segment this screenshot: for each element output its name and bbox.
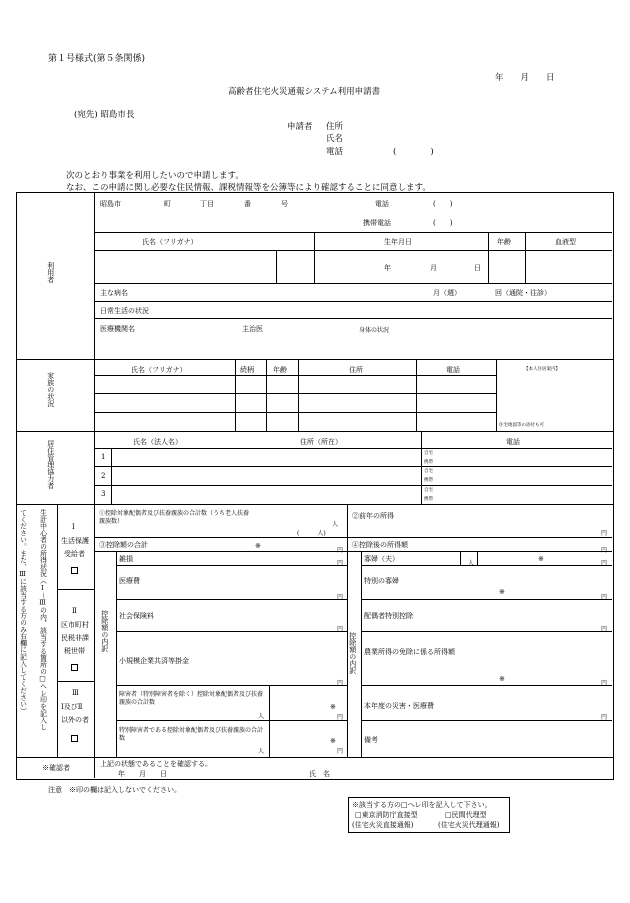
category-3-checkbox[interactable] xyxy=(71,735,78,742)
cooperator-mobile-label: 携帯 xyxy=(424,497,433,502)
category-1-checkbox[interactable] xyxy=(71,567,78,574)
farm-income-exempt-label: 農業所得の免除に係る所得額 xyxy=(364,648,455,656)
option-direct-type[interactable]: □東京消防庁直接型 xyxy=(355,811,418,819)
deduction-breakdown-label-right: 控除額の内訳 xyxy=(348,632,357,674)
spouse-special-label: 配偶者特別控除 xyxy=(364,612,413,620)
cooperator-home-label: 自宅 xyxy=(424,488,433,493)
applicant-phone-parens: ( ) xyxy=(393,147,434,157)
applicant-label: 申請者 xyxy=(287,122,313,132)
user-section-label: 利用者 xyxy=(46,262,55,283)
widow-unit-person: 人 xyxy=(468,560,475,567)
misc-loss-label: 雑損 xyxy=(119,555,133,563)
widow-office-mark: ※ xyxy=(538,555,544,563)
address-go: 号 xyxy=(281,200,288,208)
confirmer-name-label: 氏 名 xyxy=(309,770,330,778)
medical-expense-unit: 円 xyxy=(337,594,344,601)
form-number: 第１号様式(第５条関係) xyxy=(48,54,146,64)
confirmation-text: 上記の状態であることを確認する。 xyxy=(100,760,212,768)
option-direct-subtitle: (住宅火災直接通報) xyxy=(352,821,414,829)
category-3-line-b: 以外の者 xyxy=(61,716,89,724)
cooperator-row-number: 1 xyxy=(101,453,106,461)
special-disabled-deduction-unit: 円 xyxy=(337,748,344,755)
address-town: 町 xyxy=(164,200,171,208)
cooperator-row-number: 2 xyxy=(101,472,106,480)
home-map-title: 【本人住居案内】 xyxy=(524,367,560,372)
address-ban: 番 xyxy=(244,200,251,208)
family-phone-header: 電話 xyxy=(446,366,460,374)
income-instruction-col1: てください。また、Ⅲに該当する方のみ右欄に記入してください） xyxy=(18,509,27,715)
intro-line-1: 次のとおり事業を利用したいので申請します。 xyxy=(66,171,244,181)
cooperator-section-label: 居住管理協力者 xyxy=(46,440,55,489)
service-type-instruction: ※該当する方の□へレ印を記入して下さい。 xyxy=(352,801,492,809)
address-prefix: 昭島市 xyxy=(100,200,121,208)
spouse-special-unit: 円 xyxy=(601,626,608,633)
special-disabled-dependents-label: 特別障害者である控除対象配偶者及び扶養親族の合計数 xyxy=(119,727,264,743)
visit-type-unit: 回（通院・往診） xyxy=(495,289,551,297)
footer-note: 注意 ※印の欄は記入しないでください。 xyxy=(48,786,181,794)
address-chome: 丁目 xyxy=(200,200,214,208)
applicant-phone-label: 電話 xyxy=(326,147,344,157)
disease-label: 主な病名 xyxy=(100,289,128,297)
applicant-address-label: 住所 xyxy=(326,122,344,132)
category-2-line-a: 区市町村 xyxy=(61,621,89,629)
blood-type-header: 血液型 xyxy=(555,238,576,246)
birth-year-unit: 年 xyxy=(384,264,391,272)
disabled-deduction-unit: 円 xyxy=(337,714,344,721)
income-instruction-col2: 生計中心者の所得状況（Ⅰ～Ⅲの内、該当する箇所の□へレ印を記入し xyxy=(38,509,47,731)
intro-line-2: なお、この申請に関し必要な住民情報、課税情報等を公簿等により確認することに同意します。 xyxy=(66,183,431,193)
user-mobile-parens: ( ) xyxy=(433,219,453,227)
user-phone-label: 電話 xyxy=(375,200,389,208)
social-insurance-label: 社会保険料 xyxy=(119,612,154,620)
hospital-label: 医療機関名 xyxy=(100,325,135,333)
doctor-label: 主治医 xyxy=(242,325,263,333)
special-widow-office-mark: ※ xyxy=(499,588,505,596)
disabled-dependents-label: 障害者（特別障害者を除く）控除対象配偶者及び扶養親族の合計数 xyxy=(119,691,264,707)
family-name-header: 氏名（フリガナ） xyxy=(131,366,187,374)
visit-frequency-unit: 月（週） xyxy=(433,289,461,297)
user-name-header: 氏名（フリガナ） xyxy=(142,238,198,246)
farm-income-office-mark: ※ xyxy=(499,675,505,683)
social-insurance-unit: 円 xyxy=(337,626,344,633)
dependents-unit: 人 xyxy=(332,521,339,528)
small-business-mutual-label: 小規模企業共済等掛金 xyxy=(119,657,189,665)
after-deduction-income-label: ④控除後の所得額 xyxy=(352,541,408,549)
category-1-line-a: 生活保護 xyxy=(61,537,89,545)
addressee: (宛先) 昭島市長 xyxy=(74,110,135,120)
farm-income-unit: 円 xyxy=(601,680,608,687)
prior-year-income-unit: 円 xyxy=(601,530,608,537)
category-2-checkbox[interactable] xyxy=(71,664,78,671)
disabled-dependents-unit: 人 xyxy=(258,713,265,720)
current-year-disaster-label: 本年度の災害・医療費 xyxy=(364,702,434,710)
daily-life-label: 日常生活の状況 xyxy=(100,307,149,315)
family-relation-header: 続柄 xyxy=(240,366,254,374)
category-2-line-c: 税世帯 xyxy=(64,647,85,655)
deduction-breakdown-label-left: 控除額の内訳 xyxy=(100,610,109,652)
dependents-count-label: ①控除対象配偶者及び扶養親族の合計数（うち老人扶養親族数） xyxy=(99,510,250,526)
user-phone-parens: ( ) xyxy=(433,200,453,208)
family-section-label: 家族の状況 xyxy=(46,372,55,407)
cooperator-phone-header: 電話 xyxy=(506,438,520,446)
user-mobile-label: 携帯電話 xyxy=(363,219,391,227)
page-title: 高齢者住宅火災通報システム利用申請書 xyxy=(228,87,381,97)
family-address-header: 住所 xyxy=(349,366,363,374)
category-1-line-b: 受給者 xyxy=(64,550,85,558)
cooperator-mobile-label: 携帯 xyxy=(424,478,433,483)
cooperator-home-label: 自宅 xyxy=(424,469,433,474)
option-proxy-type[interactable]: □民間代理型 xyxy=(445,811,487,819)
category-2-number: Ⅱ xyxy=(72,607,77,615)
small-business-mutual-unit: 円 xyxy=(337,680,344,687)
category-2-line-b: 民税非課 xyxy=(61,634,89,642)
birth-month-unit: 月 xyxy=(430,264,437,272)
birthdate-header: 生年月日 xyxy=(384,238,412,246)
special-disabled-unit: 人 xyxy=(258,748,265,755)
special-widow-unit: 円 xyxy=(601,594,608,601)
deduction-total-label: ③控除額の合計 xyxy=(99,541,148,549)
deduction-total-unit: 円 xyxy=(337,547,344,554)
special-widow-label: 特別の寡婦 xyxy=(364,577,399,585)
age-header: 年齢 xyxy=(497,238,511,246)
special-disabled-office-mark: ※ xyxy=(330,737,336,745)
cooperator-mobile-label: 携帯 xyxy=(424,460,433,465)
category-3-number: Ⅲ xyxy=(72,689,79,697)
birth-day-unit: 日 xyxy=(474,264,481,272)
medical-expense-label: 医療費 xyxy=(119,577,140,585)
current-year-disaster-unit: 円 xyxy=(601,714,608,721)
elderly-dependents-unit: ( 人) xyxy=(297,530,326,537)
home-map-note: 住宅地図等の添付も可 xyxy=(499,423,544,428)
cooperator-row-number: 3 xyxy=(101,490,106,498)
application-date: 年 月 日 xyxy=(495,73,555,83)
confirmation-date: 年 月 日 xyxy=(118,770,167,778)
cooperator-address-header: 住所（所在） xyxy=(300,438,342,446)
family-age-header: 年齢 xyxy=(273,366,287,374)
cooperator-name-header: 氏名（法人名） xyxy=(133,438,182,446)
confirmer-label: ※確認者 xyxy=(42,764,70,772)
disabled-office-mark: ※ xyxy=(330,703,336,711)
cooperator-home-label: 自宅 xyxy=(424,451,433,456)
remarks-label: 備考 xyxy=(364,736,378,744)
option-proxy-subtitle: (住宅火災代理通報) xyxy=(438,821,500,829)
widow-unit-yen: 円 xyxy=(601,560,608,567)
category-1-number: Ⅰ xyxy=(72,523,75,531)
widow-label: 寡婦（夫） xyxy=(364,555,399,563)
body-condition-label: 身体の状況 xyxy=(359,327,390,334)
prior-year-income-label: ②前年の所得 xyxy=(352,512,394,520)
office-use-mark: ※ xyxy=(255,542,261,550)
category-3-line-a: Ⅰ及びⅡ xyxy=(61,703,83,711)
misc-loss-unit: 円 xyxy=(337,560,344,567)
applicant-name-label: 氏名 xyxy=(326,134,344,144)
after-deduction-income-unit: 円 xyxy=(601,547,608,554)
